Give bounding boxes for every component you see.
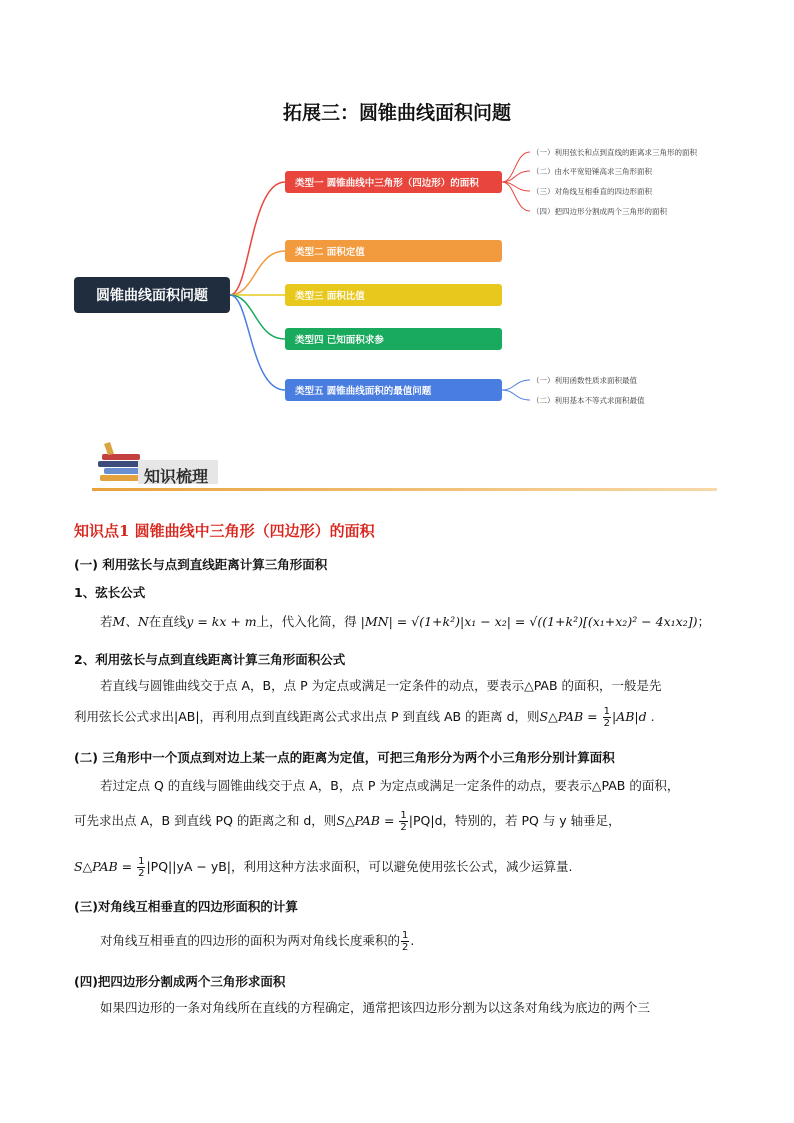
branch-sub6 [502,390,530,400]
knowledge-point-heading: 知识点1 圆锥曲线中三角形（四边形）的面积 [74,522,375,540]
fraction-half [137,856,145,879]
branch-sub4 [502,182,530,211]
branch-type5 [230,295,285,390]
sub2-line2 [74,810,621,833]
sub3-paragraph [100,930,414,953]
fraction-half [603,706,611,729]
text: 可先求出点 A，B 到直线 PQ 的距离之和 d，则 [74,813,337,828]
sub4-heading: (四)把四边形分割成两个三角形求面积 [74,974,286,989]
denominator: 2 [138,868,145,879]
sub1-heading: (一) 利用弦长与点到直线距离计算三角形面积 [74,557,328,572]
mindmap-sub-5-1: （一）利用函数性质求面积最值 [532,376,637,385]
fraction-half [401,930,409,953]
text: 若 [100,614,113,629]
numerator: 1 [603,706,610,717]
mindmap-type4: 类型四 已知面积求参 [285,328,502,350]
chord-length-formula: |MN| = √(1+k²)|x₁ − x₂| = √((1+k²)[(x₁+x₂)² − 4x₁x₂]) [360,614,698,629]
banner-underline [92,488,717,491]
vars: M、N [112,614,149,629]
mindmap-type5: 类型五 圆锥曲线面积的最值问题 [285,379,502,401]
item2-paragraph-line1: 若直线与圆锥曲线交于点 A，B，点 P 为定点或满足一定条件的动点，要表示△PAB 的面积，一般是先 [100,678,662,693]
text: 对角线互相垂直的四边形的面积为两对角线长度乘积的 [100,933,401,948]
area-symbol: S△PAB = [74,859,137,874]
sub2-line3 [74,856,573,879]
numerator: 1 [138,856,145,867]
text: . [410,933,415,948]
fraction-half [399,810,407,833]
mindmap-type2: 类型二 面积定值 [285,240,502,262]
mindmap-type3: 类型三 面积比值 [285,284,502,306]
sub2-line1: 若过定点 Q 的直线与圆锥曲线交于点 A，B，点 P 为定点或满足一定条件的动点，要表示△PAB 的面积， [100,778,680,793]
numerator: 1 [402,930,409,941]
sub3-heading: (三)对角线互相垂直的四边形面积的计算 [74,899,298,914]
mindmap-connectors [0,0,794,420]
mindmap-sub-5-2: （二）利用基本不等式求面积最值 [532,396,645,405]
page-title: 拓展三：圆锥曲线面积问题 [282,102,511,124]
text: 上，代入化简，得 [256,614,357,629]
numerator: 1 [400,810,407,821]
section-banner [92,440,252,492]
item1-paragraph [100,612,710,632]
item2-heading: 2、利用弦长与点到直线距离计算三角形面积公式 [74,652,346,667]
mindmap-sub-1-3: （三）对角线互相垂直的四边形面积 [532,187,652,196]
text: 利用弦长公式求出|AB|，再利用点到直线距离公式求出点 P 到直线 AB 的距离 d，则 [74,709,540,724]
branch-type1 [230,182,285,295]
denominator: 2 [603,718,610,729]
text: ； [697,614,710,629]
text: |PQ||yA − yB|，利用这种方法求面积，可以避免使用弦长公式，减少运算量. [146,859,573,874]
text: |PQ|d，特别的，若 PQ 与 y 轴垂足， [408,813,621,828]
sub2-heading: (二) 三角形中一个顶点到对边上某一点的距离为定值，可把三角形分为两个小三角形分别计算面积 [74,750,615,765]
mindmap-sub-1-1: （一）利用弦长和点到直线的距离求三角形的面积 [532,148,697,157]
mindmap-sub-1-2: （二）由水平宽铅锤高求三角形面积 [532,167,652,176]
text: |AB|d . [611,709,655,724]
item2-paragraph-line2 [74,706,655,729]
mindmap-type1: 类型一 圆锥曲线中三角形（四边形）的面积 [285,171,502,193]
line-equation: y = kx + m [186,614,257,629]
denominator: 2 [402,942,409,953]
mindmap-root: 圆锥曲线面积问题 [74,277,230,313]
area-symbol: S△PAB = [539,709,602,724]
text: 在直线 [148,614,187,629]
mindmap-sub-1-4: （四）把四边形分割成两个三角形的面积 [532,207,667,216]
area-symbol: S△PAB = [336,813,399,828]
sub4-paragraph: 如果四边形的一条对角线所在直线的方程确定，通常把该四边形分割为以这条对角线为底边的两个三 [100,1000,651,1015]
denominator: 2 [400,822,407,833]
item1-heading: 1、弦长公式 [74,585,146,600]
branch-sub1 [502,152,530,182]
banner-title: 知识梳理 [144,467,209,486]
branch-sub5 [502,380,530,390]
